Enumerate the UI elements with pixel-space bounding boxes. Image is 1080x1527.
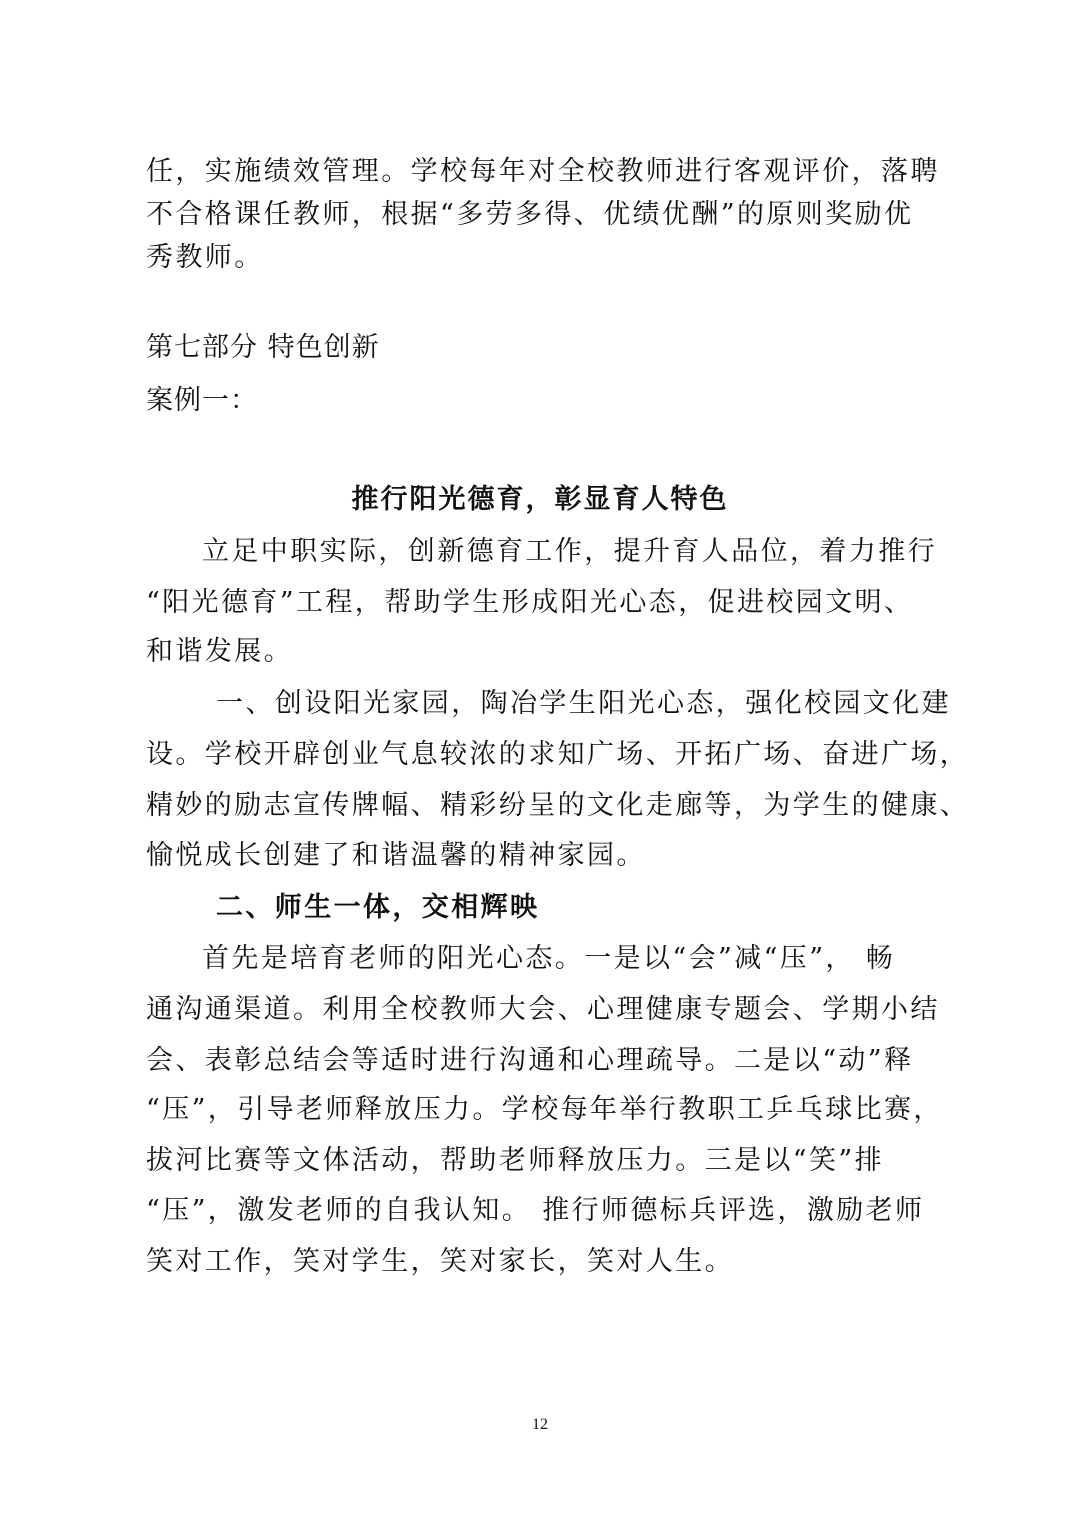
paragraph1-line-2: “阳光德育”工程，帮助学生形成阳光心态，促进校园文明、 [146, 587, 914, 618]
paragraph2-line-4: 愉悦成长创建了和谐温馨的精神家园。 [146, 840, 646, 871]
paragraph3-line-2: 通沟通渠道。利用全校教师大会、心理健康专题会、学期小结 [146, 994, 940, 1025]
intro-line-1: 任，实施绩效管理。学校每年对全校教师进行客观评价，落聘 [146, 156, 940, 187]
paragraph3-line-5: 拔河比赛等文体活动，帮助老师释放压力。三是以“笑”排 [146, 1145, 885, 1176]
case-title: 推行阳光德育，彰显育人特色 [351, 484, 729, 515]
paragraph1-line-1: 立足中职实际，创新德育工作，提升育人品位，着力推行 [202, 536, 937, 567]
section-heading: 第七部分 特色创新 [146, 332, 380, 363]
case-label: 案例一： [146, 385, 258, 416]
paragraph3-line-3: 会、表彰总结会等适时进行沟通和心理疏导。二是以“动”释 [146, 1045, 914, 1076]
page-number: 12 [532, 1416, 548, 1433]
paragraph3-line-4: “压”，引导老师释放压力。学校每年举行教职工乒乓球比赛， [146, 1094, 943, 1125]
paragraph2-line-3: 精妙的励志宣传牌幅、精彩纷呈的文化走廊等，为学生的健康、 [146, 790, 970, 821]
paragraph3-line-7: 笑对工作，笑对学生，笑对家长，笑对人生。 [146, 1246, 734, 1277]
paragraph2-line-2: 设。学校开辟创业气息较浓的求知广场、开拓广场、奋进广场， [146, 739, 970, 770]
paragraph3-line-6: “压”，激发老师的自我认知。 推行师德标兵评选，激励老师 [146, 1195, 925, 1226]
paragraph2-line-1: 一、创设阳光家园，陶冶学生阳光心态，强化校园文化建 [216, 688, 951, 719]
intro-line-2: 不合格课任教师，根据“多劳多得、优绩优酬”的原则奖励优 [146, 199, 914, 230]
paragraph3-line-1: 首先是培育老师的阳光心态。一是以“会”减“压”， 畅 [202, 943, 896, 974]
subheading-2: 二、师生一体，交相辉映 [216, 892, 540, 923]
paragraph1-line-3: 和谐发展。 [146, 636, 293, 667]
intro-line-3: 秀教师。 [146, 242, 264, 273]
